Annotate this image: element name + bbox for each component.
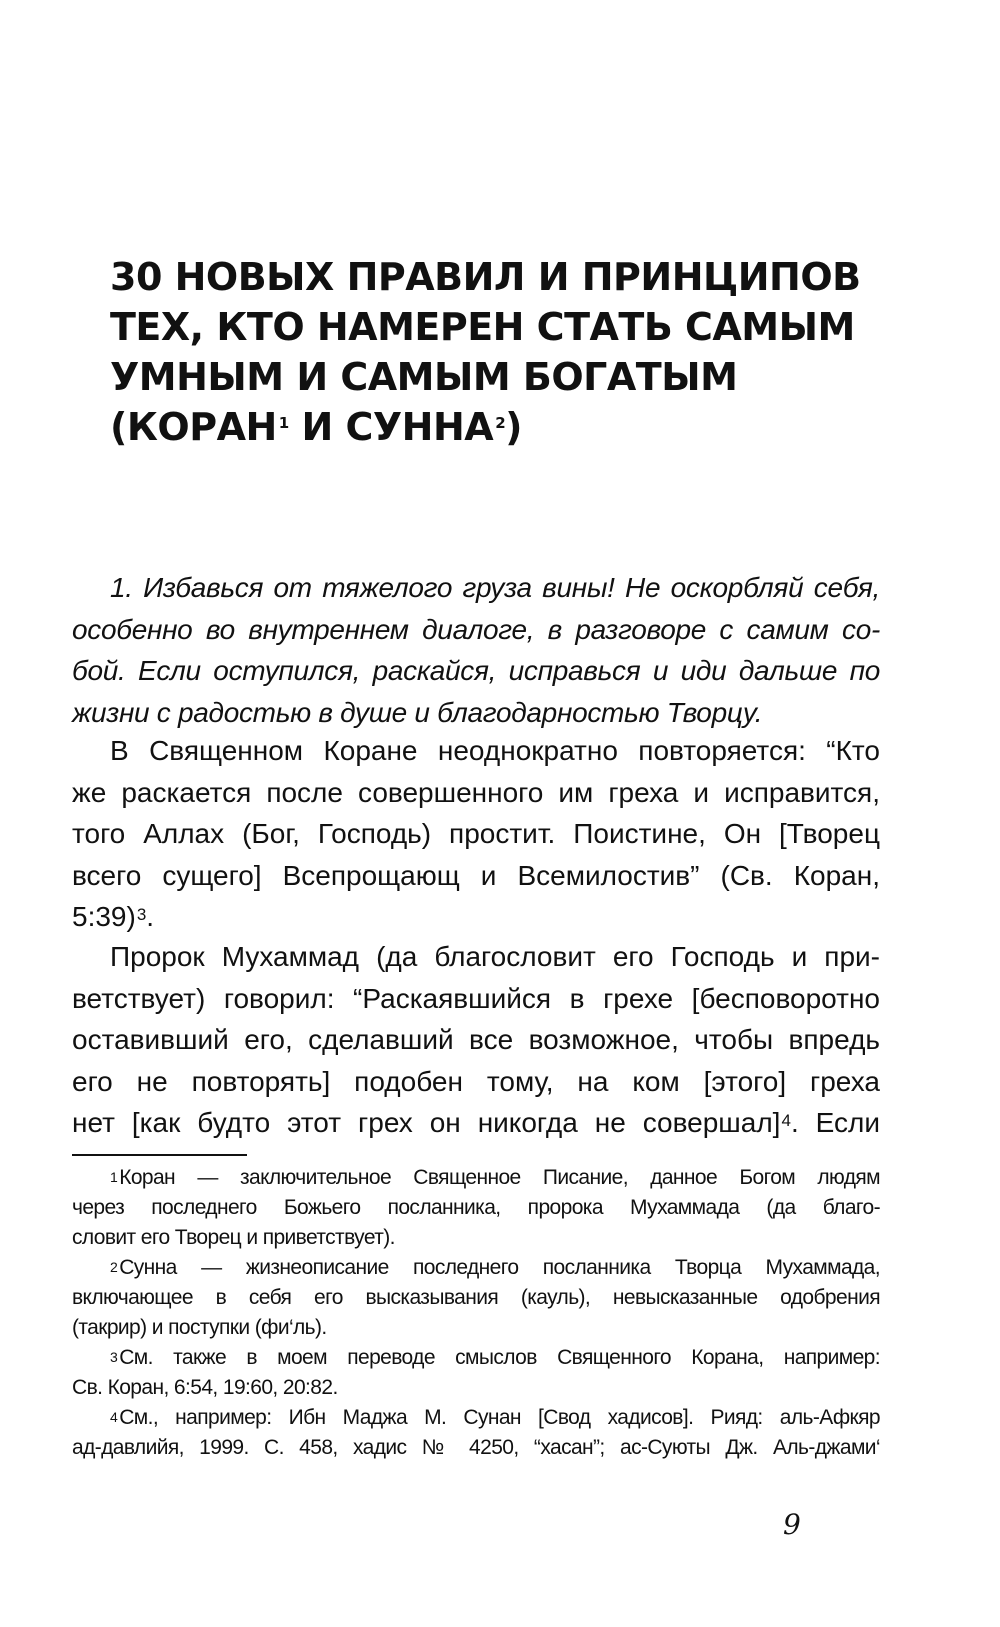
footnote-divider — [72, 1154, 247, 1156]
text-line — [72, 896, 880, 938]
text-line — [72, 1102, 880, 1144]
footnote-ref-3: 3 — [136, 905, 147, 924]
text-line: же раскается после совершенного им греха и исправится, — [72, 776, 880, 808]
footnote-line — [72, 1163, 880, 1193]
footnote-ref-4: 4 — [781, 1111, 791, 1130]
footnote-number: 3 — [110, 1349, 118, 1365]
footnote-number: 4 — [110, 1409, 118, 1425]
heading-line: 30 НОВЫХ ПРАВИЛ И ПРИНЦИПОВ — [110, 255, 861, 299]
heading-text: ) — [505, 405, 523, 449]
text-line: особенно во внутреннем диалоге, в разговоре с самим со- — [72, 613, 880, 645]
footnote-4 — [72, 1403, 880, 1463]
chapter-heading — [110, 252, 870, 452]
footnote-line: включающее в себя его высказывания (кауль), невысказанные одобрения — [72, 1286, 880, 1309]
text-line: бой. Если оступился, раскайся, исправься и иди дальше по — [72, 655, 880, 686]
footnote-text: См. также в моем переводе смыслов Священного Корана, например: — [119, 1346, 880, 1369]
heading-line: УМНЫМ И САМЫМ БОГАТЫМ — [110, 355, 738, 399]
footnote-line: через последнего Божьего посланника, пророка Мухаммада (да благо- — [72, 1196, 880, 1219]
text-line: его не повторять] подобен тому, на ком [этого] греха — [72, 1065, 880, 1097]
footnote-text: Коран — заключительное Священное Писание, данное Богом людям — [119, 1166, 880, 1189]
footnote-2 — [72, 1253, 880, 1343]
footnote-text: См., например: Ибн Маджа М. Сунан [Свод хадисов]. Рияд: аль-Афкяр — [119, 1406, 880, 1429]
footnote-ref-1: 1 — [278, 414, 289, 432]
text-fragment: . — [146, 901, 155, 932]
text-line: того Аллах (Бог, Господь) простит. Поистине, Он [Творец — [72, 818, 880, 849]
text-line: жизни с радостью в душе и благодарностью Творцу. — [72, 696, 763, 728]
text-line: оставивший его, сделавший все возможное, чтобы впредь — [72, 1024, 880, 1055]
page-number: 9 — [783, 1508, 801, 1541]
heading-line: ТЕХ, КТО НАМЕРЕН СТАТЬ САМЫМ — [110, 305, 855, 349]
footnote-1 — [72, 1163, 880, 1253]
footnote-line — [72, 1253, 880, 1283]
text-fragment: нет [как будто этот грех он никогда не совершал] — [72, 1107, 781, 1138]
rule-1-lead-paragraph — [72, 567, 880, 733]
footnote-line — [72, 1343, 880, 1373]
footnote-line: Св. Коран, 6:54, 19:60, 20:82. — [72, 1376, 338, 1399]
footnote-ref-2: 2 — [495, 414, 506, 432]
footnote-line: (такрир) и поступки (фи‘ль). — [72, 1316, 327, 1339]
heading-text: И СУННА — [288, 405, 494, 449]
footnote-text: Сунна — жизнеописание последнего посланника Творца Мухаммада, — [119, 1256, 880, 1279]
heading-text: (КОРАН — [110, 405, 277, 449]
footnote-number: 2 — [110, 1259, 118, 1275]
text-line: Пророк Мухаммад (да благословит его Господь и при- — [110, 941, 880, 972]
text-line: 1. Избавься от тяжелого груза вины! Не оскорбляй себя, — [110, 572, 880, 603]
text-line: всего сущего] Всепрощающ и Всемилостив” (Св. Коран, — [72, 859, 880, 891]
footnote-line — [72, 1403, 880, 1433]
text-line: В Священном Коране неоднократно повторяется: “Кто — [110, 735, 880, 766]
text-line: ветствует) говорил: “Раскаявшийся в грехе [бесповоротно — [72, 982, 880, 1014]
quran-quote-paragraph — [72, 730, 880, 938]
footnote-number: 1 — [110, 1169, 118, 1185]
hadith-paragraph — [72, 936, 880, 1144]
footnote-line: словит его Творец и приветствует). — [72, 1226, 395, 1249]
footnote-line: ад-давлийя, 1999. С. 458, хадис № 4250, “хасан”; ас-Суюты Дж. Аль-джами‘ — [72, 1436, 880, 1459]
heading-line — [110, 402, 870, 452]
text-fragment: 5:39) — [72, 901, 136, 932]
footnotes — [72, 1163, 880, 1463]
footnote-3 — [72, 1343, 880, 1403]
text-fragment: . Если — [790, 1107, 880, 1138]
